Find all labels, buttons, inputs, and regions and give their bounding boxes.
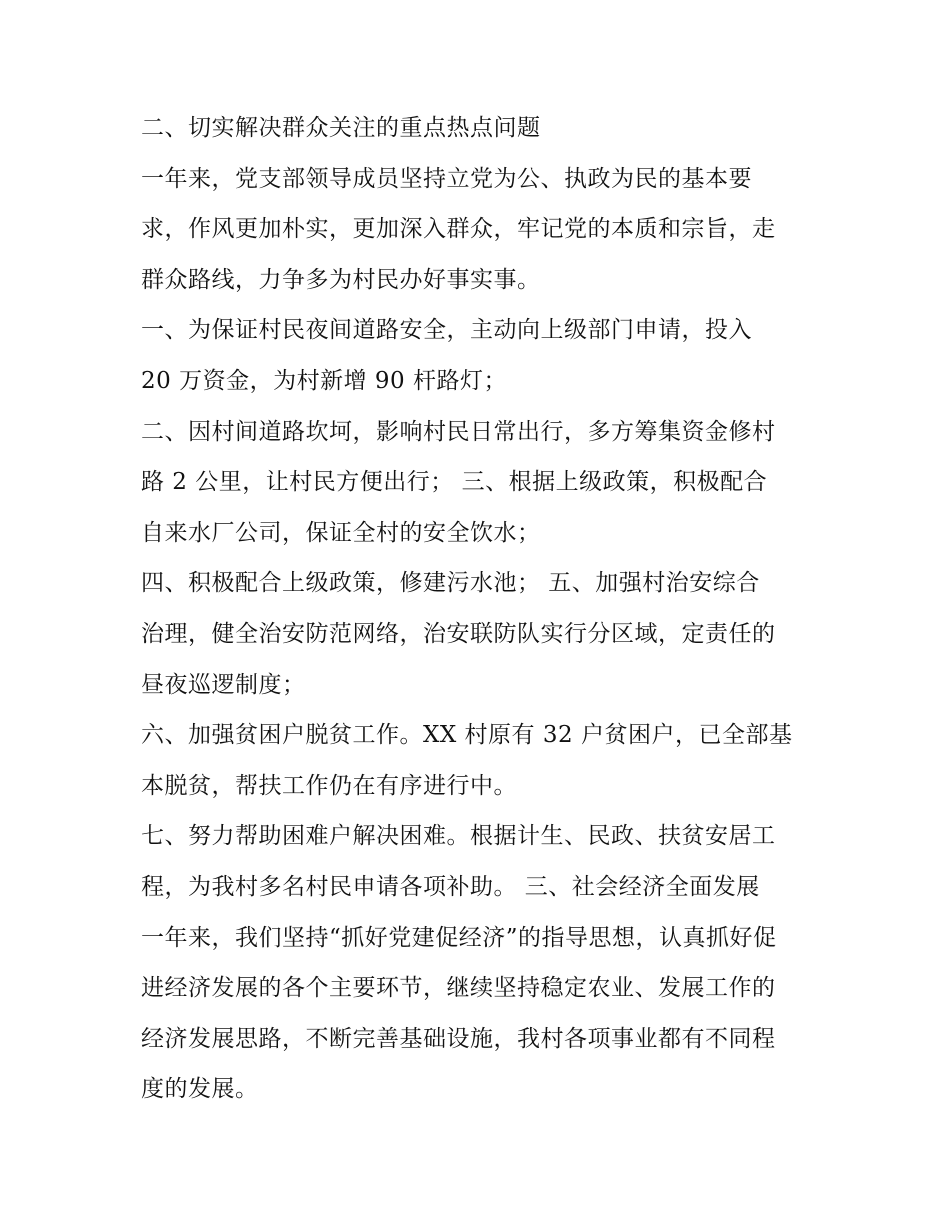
text-line: 自来水厂公司，保证全村的安全饮水； [141,519,541,546]
text-line: 进经济发展的各个主要环节，继续坚持稳定农业、发展工作的 [141,975,776,1002]
text-line: 本脱贫，帮扶工作仍在有序进行中。 [141,772,517,799]
text-line: 一年来，党支部领导成员坚持立党为公、执政为民的基本要 [141,165,752,192]
text-line: 一年来，我们坚持“抓好党建促经济”的指导思想，认真抓好促 [141,924,777,951]
text-line: 四、积极配合上级政策，修建污水池； 五、加强村治安综合 [141,570,760,597]
text-line: 路 2 公里，让村民方便出行； 三、根据上级政策，积极配合 [141,469,768,496]
document-body [141,103,821,1115]
text-line: 七、努力帮助困难户解决困难。根据计生、民政、扶贫安居工 [141,823,776,850]
text-line: 一、为保证村民夜间道路安全，主动向上级部门申请，投入 [141,317,752,344]
text-line: 治理，健全治安防范网络，治安联防队实行分区域，定责任的 [141,620,776,647]
section-heading: 二、切实解决群众关注的重点热点问题 [141,115,541,141]
text-line: 求，作风更加朴实，更加深入群众，牢记党的本质和宗旨，走 [141,216,776,243]
text-line: 20 万资金，为村新增 90 杆路灯； [141,367,507,394]
text-line: 群众路线，力争多为村民办好事实事。 [141,266,541,293]
text-line: 程，为我村多名村民申请各项补助。 三、社会经济全面发展 [141,873,760,900]
text-line: 六、加强贫困户脱贫工作。XX 村原有 32 户贫困户，已全部基 [141,722,793,749]
text-line: 经济发展思路，不断完善基础设施，我村各项事业都有不同程 [141,1025,776,1052]
text-line: 二、因村间道路坎坷，影响村民日常出行，多方筹集资金修村 [141,418,776,445]
text-line: 度的发展。 [141,1076,259,1103]
text-line: 昼夜巡逻制度； [141,671,306,698]
